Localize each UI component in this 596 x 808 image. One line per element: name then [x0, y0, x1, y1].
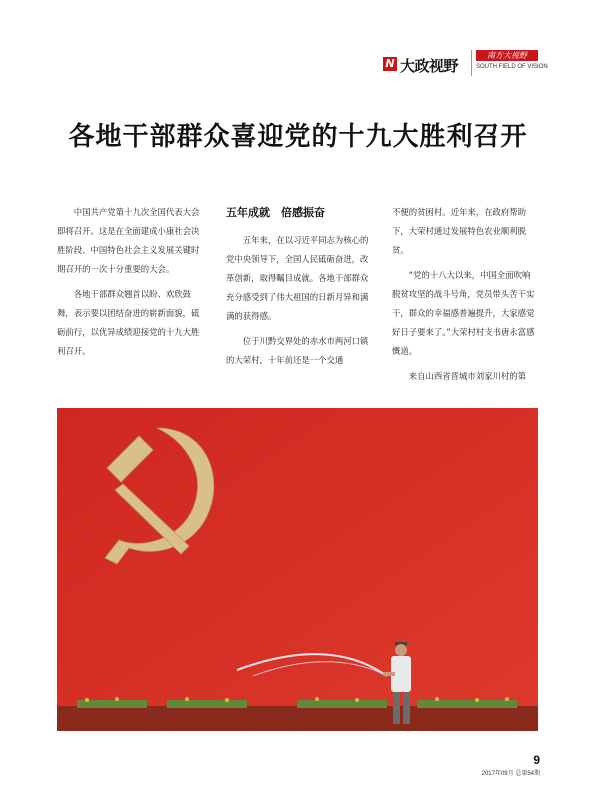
paragraph: “党的十八大以来，中国全面吹响脱贫攻坚的战斗号角，党员带头苦干实干，群众的幸福感普遍提升，大家感觉好日子要来了。”大荣村村支书唐永富感慨道。 — [392, 270, 535, 356]
issue-info: 2017年09月 总第54期 — [481, 771, 540, 777]
brand-subtitle: SOUTH FIELD OF VISION — [476, 64, 548, 70]
magazine-logo-icon: N — [383, 57, 397, 71]
section-name: 大政视野 — [400, 57, 459, 75]
paragraph: 不便的贫困村。近年来，在政府帮助下，大荣村通过发展特色农业顺利脱贫。 — [392, 207, 526, 255]
photo-illustration — [57, 408, 538, 731]
brand-name: 南方大视野 — [476, 50, 538, 61]
page-number: 9 — [533, 753, 540, 767]
flowers — [77, 700, 517, 708]
paragraph: 五年来，在以习近平同志为核心的党中央领导下，全国人民砥砺奋进，改革创新，取得瞩目成就。各地干部群众充分感受到了伟大祖国的日新月异和满满的获得感。 — [226, 235, 369, 321]
text-column-1 — [57, 203, 202, 367]
paragraph: 位于川黔交界处的赤水市两河口镇的大荣村，十年前还是一个交通 — [226, 336, 369, 365]
section-header — [383, 50, 548, 76]
article-title: 各地干部群众喜迎党的十九大胜利召开 — [68, 122, 528, 152]
article-photo — [57, 408, 538, 731]
paragraph: 来自山西省晋城市刘家川村的第 — [408, 371, 527, 381]
text-column-3 — [392, 203, 537, 392]
paragraph: 中国共产党第十九次全国代表大会即将召开。这是在全面建成小康社会决胜阶段、中国特色社会主义发展关键时期召开的一次十分重要的大会。 — [57, 207, 200, 274]
paragraph: 各地干部群众翘首以盼、欢欣鼓舞，表示要以团结奋进的崭新面貌，砥砺前行，以优异成绩迎接党的十九大胜利召开。 — [57, 289, 200, 356]
header-divider — [471, 50, 472, 76]
planter — [57, 706, 538, 731]
text-column-2 — [226, 203, 371, 376]
subheading: 五年成就 倍感振奋 — [226, 206, 325, 219]
